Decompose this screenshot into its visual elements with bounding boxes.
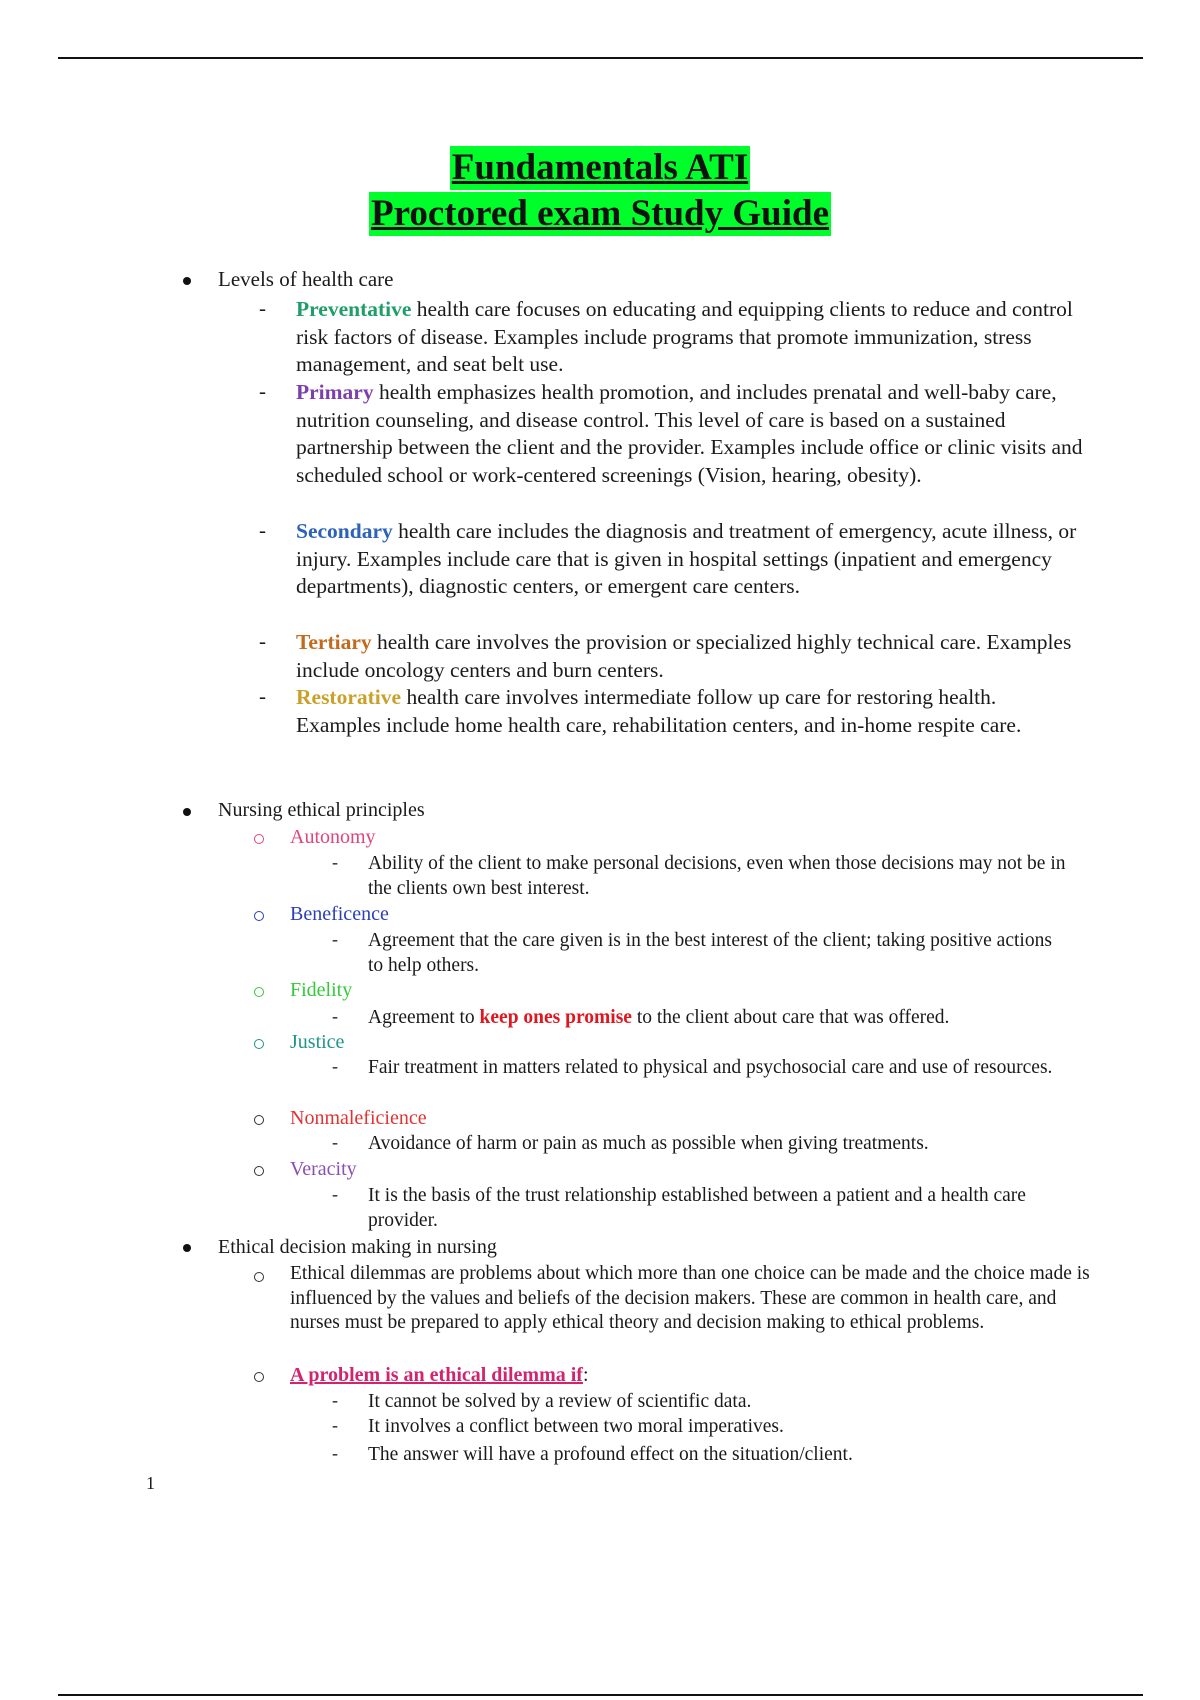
level-text: health emphasizes health promotion, and includes prenatal and well-baby care, nutrition counseling, and disease control. This level of care is based on a sustained partnership between the client and the provider. Examples include office or clinic visits and scheduled school or work-centered screenings (Vision, hearing, obesity).	[296, 380, 1083, 487]
principle-beneficence: Beneficence	[290, 903, 389, 925]
bullet-icon	[183, 1244, 191, 1252]
circle-bullet-icon	[254, 987, 264, 997]
dash-marker: -	[259, 296, 266, 320]
problem-label-colon: :	[582, 1364, 589, 1386]
principle-veracity: Veracity	[290, 1158, 357, 1180]
principle-fidelity: Fidelity	[290, 979, 353, 1001]
dash-marker: -	[259, 379, 266, 403]
level-text: health care involves intermediate follow up care for restoring health. Examples include home health care, rehabilitation centers, and in-home respite care.	[296, 685, 1022, 737]
dash-marker: -	[259, 518, 266, 542]
fidelity-desc-pre: Agreement to	[368, 1007, 480, 1028]
title-line-1: Fundamentals ATI	[451, 147, 749, 188]
decision-paragraph: Ethical dilemmas are problems about which more than one choice can be made and the choice made is influenced by the values and beliefs of the decision makers. These are common in health care, and nurses must be prepared to apply ethical theory and decision making to ethical problems.	[290, 1263, 1090, 1333]
dash-marker: -	[332, 1056, 338, 1076]
principle-desc-autonomy: Ability of the client to make personal decisions, even when those decisions may not be in the clients own best interest.	[368, 853, 1066, 899]
section-heading-decision: Ethical decision making in nursing	[218, 1236, 497, 1258]
top-rule	[58, 57, 1143, 59]
fidelity-desc-post: to the client about care that was offered.	[631, 1007, 950, 1028]
principle-desc-fidelity	[368, 1006, 1128, 1031]
circle-bullet-icon	[254, 1039, 264, 1049]
level-item-secondary	[296, 518, 1086, 601]
circle-bullet-icon	[254, 834, 264, 844]
criterion-item: It cannot be solved by a review of scientific data.	[368, 1391, 752, 1412]
level-term: Primary	[296, 380, 374, 404]
principle-desc-justice: Fair treatment in matters related to physical and psychosocial care and use of resources.	[368, 1057, 1053, 1078]
level-item-primary	[296, 379, 1086, 489]
bottom-rule	[58, 1694, 1143, 1696]
dash-marker: -	[332, 929, 338, 949]
document-title	[0, 146, 1200, 238]
level-text: health care includes the diagnosis and treatment of emergency, acute illness, or injury. Examples include care that is given in hospital settings (inpatient and emergency departments), diagnostic centers, or emergent care centers.	[296, 519, 1077, 599]
dash-marker: -	[259, 629, 266, 653]
dash-marker: -	[332, 1415, 338, 1435]
principle-desc-nonmaleficience: Avoidance of harm or pain as much as possible when giving treatments.	[368, 1133, 929, 1154]
criterion-item: The answer will have a profound effect on the situation/client.	[368, 1444, 853, 1465]
dash-marker: -	[332, 852, 338, 872]
principle-desc-veracity: It is the basis of the trust relationship established between a patient and a health care provider.	[368, 1185, 1026, 1231]
dash-marker: -	[259, 684, 266, 708]
dash-marker: -	[332, 1006, 338, 1026]
dash-marker: -	[332, 1390, 338, 1410]
page-number: 1	[146, 1473, 155, 1493]
circle-bullet-icon	[254, 911, 264, 921]
principle-desc-beneficence: Agreement that the care given is in the best interest of the client; taking positive actions to help others.	[368, 930, 1052, 976]
circle-bullet-icon	[254, 1115, 264, 1125]
level-term: Tertiary	[296, 630, 372, 654]
circle-bullet-icon	[254, 1372, 264, 1382]
criterion-item: It involves a conflict between two moral imperatives.	[368, 1416, 784, 1437]
circle-bullet-icon	[254, 1166, 264, 1176]
principle-autonomy: Autonomy	[290, 826, 376, 848]
bullet-icon	[183, 808, 191, 816]
dash-marker: -	[332, 1443, 338, 1463]
title-line-2: Proctored exam Study Guide	[370, 193, 830, 234]
level-term: Secondary	[296, 519, 393, 543]
problem-label	[290, 1363, 589, 1388]
principle-nonmaleficience: Nonmaleficience	[290, 1107, 427, 1129]
level-item-tertiary	[296, 629, 1086, 684]
level-text: health care focuses on educating and equipping clients to reduce and control risk factors of disease. Examples include programs that promote immunization, stress management, and seat belt use.	[296, 297, 1073, 377]
dash-marker: -	[332, 1132, 338, 1152]
principle-justice: Justice	[290, 1031, 345, 1053]
circle-bullet-icon	[254, 1272, 264, 1282]
bullet-icon	[183, 277, 191, 285]
level-item-preventative	[296, 296, 1086, 379]
level-item-restorative	[296, 684, 1086, 739]
fidelity-desc-key: keep ones promise	[479, 1007, 632, 1028]
problem-label-text: A problem is an ethical dilemma if	[290, 1364, 583, 1386]
section-heading-levels: Levels of health care	[218, 267, 394, 291]
level-term: Preventative	[296, 297, 412, 321]
dash-marker: -	[332, 1184, 338, 1204]
section-heading-ethics: Nursing ethical principles	[218, 799, 425, 821]
level-term: Restorative	[296, 685, 402, 709]
level-text: health care involves the provision or specialized highly technical care. Examples include oncology centers and burn centers.	[296, 630, 1072, 682]
